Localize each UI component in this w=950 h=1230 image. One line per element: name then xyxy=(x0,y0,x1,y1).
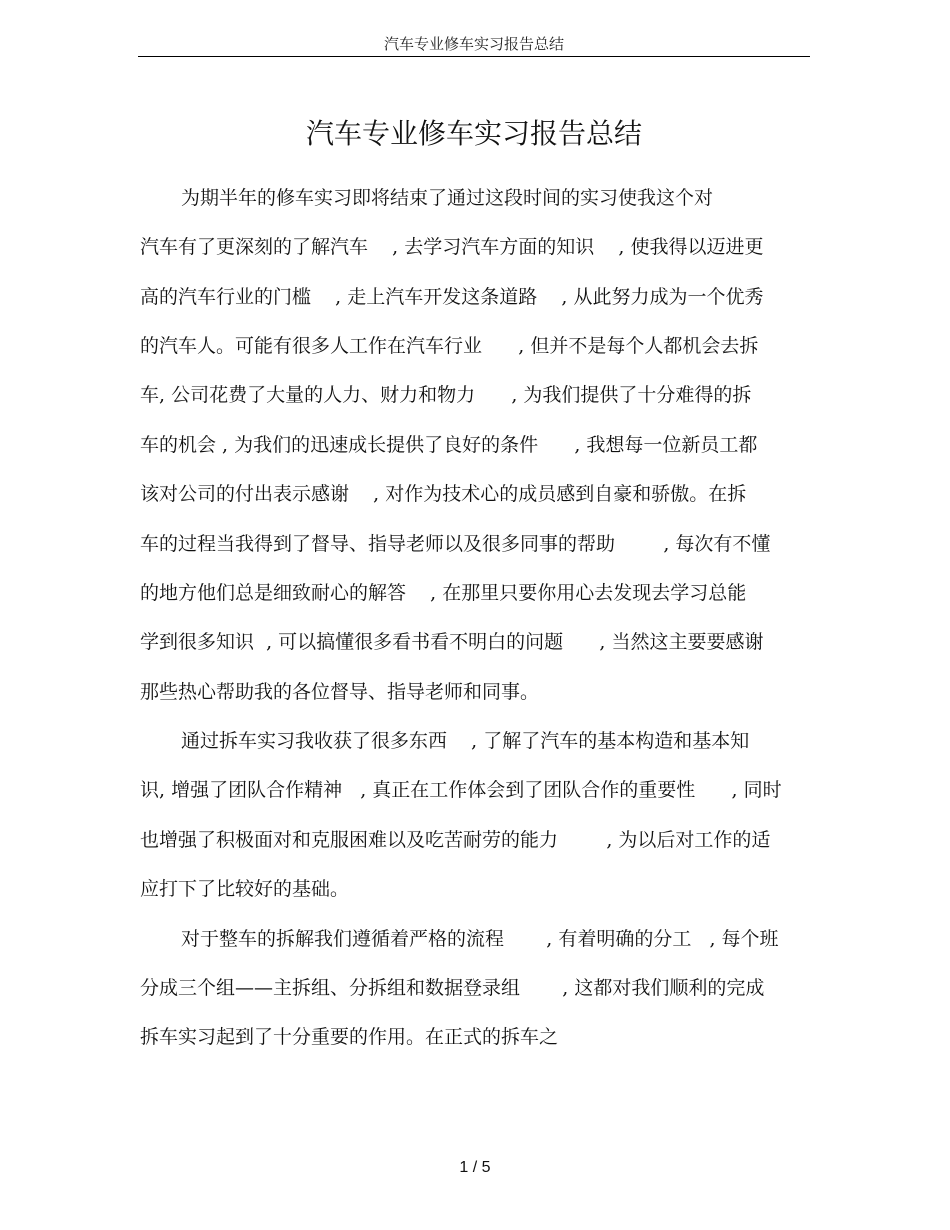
body-line: 拆车实习起到了十分重要的作用。在正式的拆车之 xyxy=(140,1026,559,1048)
document-title: 汽车专业修车实习报告总结 xyxy=(305,117,642,150)
body-line: 学到很多知识 , 可以搞懂很多看书看不明白的问题 , 当然这主要要感谢 xyxy=(140,631,764,653)
page-number: 1 / 5 xyxy=(459,1159,491,1176)
running-header: 汽车专业修车实习报告总结 xyxy=(383,35,564,53)
body-line: 那些热心帮助我的各位督导、指导老师和同事。 xyxy=(140,681,540,703)
body-line: 对于整车的拆解我们遵循着严格的流程 , 有着明确的分工 , 每个班 xyxy=(181,928,779,950)
body-line: 的汽车人。可能有很多人工作在汽车行业 , 但并不是每个人都机会去拆 xyxy=(140,335,759,357)
body-line: 该对公司的付出表示感谢 , 对作为技术心的成员感到自豪和骄傲。在拆 xyxy=(140,483,747,505)
body-line: 车的机会 , 为我们的迅速成长提供了良好的条件 , 我想每一位新员工都 xyxy=(140,434,758,456)
body-line: 车的过程当我得到了督导、指导老师以及很多同事的帮助 , 每次有不懂 xyxy=(140,533,771,555)
body-line: 通过拆车实习我收获了很多东西 , 了解了汽车的基本构造和基本知 xyxy=(181,730,750,752)
header-rule xyxy=(138,56,810,57)
body-line: 汽车有了更深刻的了解汽车 , 去学习汽车方面的知识 , 使我得以迈进更 xyxy=(140,236,764,258)
body-line: 分成三个组——主拆组、分拆组和数据登录组 , 这都对我们顺利的完成 xyxy=(140,977,765,999)
body-line: 应打下了比较好的基础。 xyxy=(140,878,350,900)
body-line: 为期半年的修车实习即将结束了通过这段时间的实习使我这个对 xyxy=(181,187,714,209)
body-line: 也增强了积极面对和克服困难以及吃苦耐劳的能力 , 为以后对工作的适 xyxy=(140,829,771,851)
body-line: 的地方他们总是细致耐心的解答 , 在那里只要你用心去发现去学习总能 xyxy=(140,582,747,604)
body-line: 高的汽车行业的门槛 , 走上汽车开发这条道路 , 从此努力成为一个优秀 xyxy=(140,286,764,308)
body-line: 识, 增强了团队合作精神 , 真正在工作体会到了团队合作的重要性 , 同时 xyxy=(140,779,782,801)
body-line: 车, 公司花费了大量的人力、财力和物力 , 为我们提供了十分难得的拆 xyxy=(140,384,752,406)
